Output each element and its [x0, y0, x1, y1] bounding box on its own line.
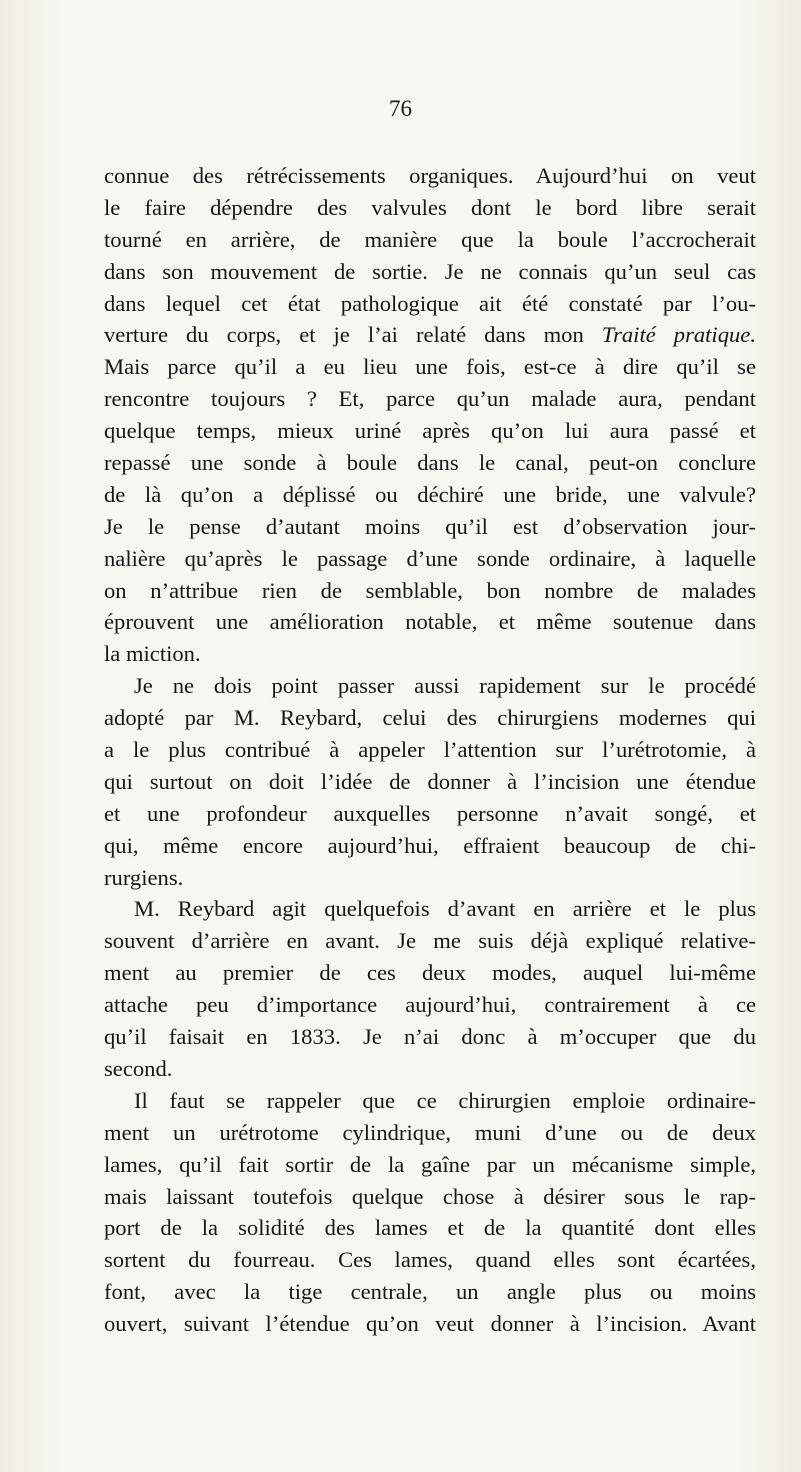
text-line: mais laissant toutefois quelque chose à désirer sous le rap- — [104, 1183, 756, 1209]
text-line: dans son mouvement de sortie. Je ne connais qu’un seul cas — [104, 258, 756, 284]
text-line: tourné en arrière, de manière que la boule l’accrocherait — [104, 226, 756, 252]
book-title-italic: Traité pratique. — [601, 322, 756, 348]
text-line: qu’il faisait en 1833. Je n’ai donc à m’occuper que du — [104, 1024, 756, 1050]
text-line: souvent d’arrière en avant. Je me suis déjà expliqué relative- — [104, 928, 756, 954]
text-line: nalière qu’après le passage d’une sonde ordinaire, à laquelle — [104, 545, 756, 571]
text-line: ment un urétrotome cylindrique, muni d’une ou de deux — [104, 1119, 756, 1145]
text-line: second. — [104, 1055, 173, 1081]
text-line: de là qu’on a déplissé ou déchiré une bride, une valvule? — [104, 481, 756, 507]
text-line: a le plus contribué à appeler l’attention sur l’urétrotomie, à — [104, 737, 756, 763]
text-line: lames, qu’il fait sortir de la gaîne par un mécanisme simple, — [104, 1151, 756, 1177]
text-line: font, avec la tige centrale, un angle plus ou moins — [104, 1279, 756, 1305]
text-line: Mais parce qu’il a eu lieu une fois, est-ce à dire qu’il se — [104, 354, 756, 380]
text-line: dans lequel cet état pathologique ait été constaté par l’ou- — [104, 290, 756, 316]
text-line: port de la solidité des lames et de la quantité dont elles — [104, 1215, 756, 1241]
text-line: repassé une sonde à boule dans le canal, peut-on conclure — [104, 450, 756, 476]
text-line: le faire dépendre des valvules dont le bord libre serait — [104, 194, 756, 220]
paragraph-start: Il faut se rappeler que ce chirurgien emploie ordinaire- — [134, 1087, 756, 1113]
text-line: la miction. — [104, 641, 201, 667]
text-line: on n’attribue rien de semblable, bon nombre de malades — [104, 577, 756, 603]
text-line: connue des rétrécissements organiques. Aujourd’hui on veut — [104, 163, 756, 188]
text-line: Je le pense d’autant moins qu’il est d’observation jour- — [104, 513, 756, 539]
body-text — [104, 160, 756, 1340]
text-line: attache peu d’importance aujourd’hui, contrairement à ce — [104, 992, 756, 1018]
page-number: 76 — [389, 96, 412, 121]
text-line: et une profondeur auxquelles personne n’avait songé, et — [104, 800, 756, 826]
text-line: ment au premier de ces deux modes, auquel lui-même — [104, 960, 756, 986]
text-line: quelque temps, mieux uriné après qu’on lui aura passé et — [104, 418, 756, 444]
text-line: qui, même encore aujourd’hui, effraient beaucoup de chi- — [104, 832, 756, 858]
paragraph-start: Je ne dois point passer aussi rapidement sur le procédé — [134, 673, 756, 699]
text-line: qui surtout on doit l’idée de donner à l’incision une étendue — [104, 768, 756, 794]
text-line: adopté par M. Reybard, celui des chirurgiens modernes qui — [104, 705, 756, 731]
text-line: sortent du fourreau. Ces lames, quand elles sont écartées, — [104, 1247, 756, 1273]
text-line: rencontre toujours ? Et, parce qu’un malade aura, pendant — [104, 386, 756, 412]
text-fragment: verture du corps, et je l’ai relaté dans mon — [104, 322, 602, 348]
text-line-with-title — [104, 319, 756, 351]
text-line: rurgiens. — [104, 864, 184, 890]
paragraph-start: M. Reybard agit quelquefois d’avant en arrière et le plus — [134, 896, 756, 922]
text-line: éprouvent une amélioration notable, et même soutenue dans — [104, 609, 756, 635]
text-line: ouvert, suivant l’étendue qu’on veut donner à l’incision. Avant — [104, 1311, 756, 1337]
